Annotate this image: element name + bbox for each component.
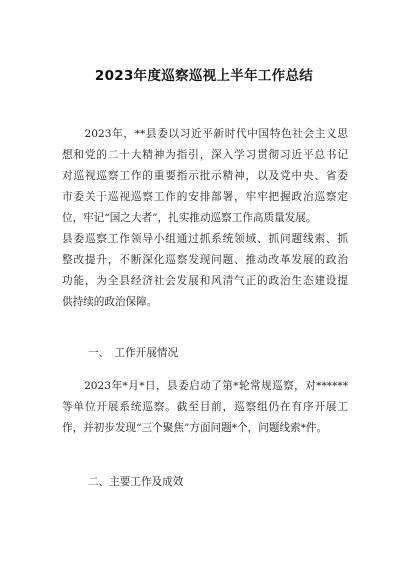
section-heading-main-work: 二、主要工作及成效 [88, 476, 184, 488]
paragraph-line: 供持续的政治保障。 [62, 296, 158, 308]
section-heading-work-status: 一、 工作开展情况 [88, 347, 179, 359]
intro-paragraph [62, 124, 348, 313]
paragraph-line: 等单位开展系统巡察。截至目前，巡察组仍在有序开展工 [62, 401, 348, 413]
paragraph-line: 2023年*月*日，县委启动了第*轮常规巡察，对****** [62, 380, 348, 392]
paragraph-line: 整改提升，不断深化巡察发现问题、推动改革发展的政治 [62, 254, 348, 266]
document-title: 2023年度巡察巡视上半年工作总结 [94, 68, 314, 84]
paragraph-line: 对巡视巡察工作的重要指示批示精神，以及党中央、省委 [62, 170, 348, 182]
paragraph-line: 县委巡察工作领导小组通过抓系统领域、抓问题线索、抓 [62, 233, 348, 245]
paragraph-line: 想和党的二十大精神为指引，深入学习贯彻习近平总书记 [62, 149, 348, 161]
paragraph-line: 作，并初步发现“三个聚焦”方面问题*个，问题线索*件。 [62, 422, 328, 434]
section1-paragraph [62, 376, 348, 439]
paragraph-line: 位，牢记“国之大者”，扎实推动巡察工作高质量发展。 [62, 212, 317, 224]
paragraph-line: 市委关于巡视巡察工作的安排部署，牢牢把握政治巡察定 [62, 191, 348, 203]
paragraph-line: 2023年，**县委以习近平新时代中国特色社会主义思 [62, 128, 348, 140]
paragraph-line: 功能，为全县经济社会发展和风清气正的政治生态建设提 [62, 275, 348, 287]
